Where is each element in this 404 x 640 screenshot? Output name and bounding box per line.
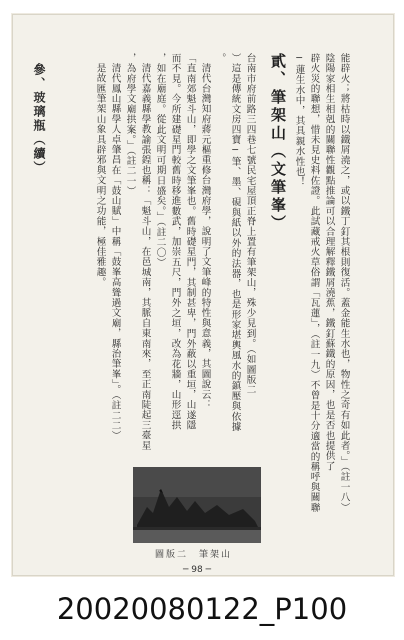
brush-rest-photo (133, 467, 261, 543)
running-head: 參、玻璃瓶（續） (32, 63, 46, 175)
text-column-8: 清代台灣知府蔣元樞重修台灣府學，說明了文筆峰的特性與意義，其圖說云： (199, 63, 211, 410)
text-column-11: ，如在廟庭。從此文明可期日盛矣。」（註二〇） (154, 53, 166, 268)
page-number: ─ 98 ─ (183, 565, 212, 575)
text-column-13: ，為府學文廟拱案。」（註二一） (124, 53, 136, 197)
text-column-9: 「直南郊魁斗山，即學之文筆峯也。舊時礎星門，其制甚卑，門外蔽以重垣，山遂隱 (184, 53, 196, 431)
text-column-4: ─蓮生水中，其具親水性也！ (293, 53, 305, 187)
figure-caption: 圖版二 筆架山 (155, 550, 233, 560)
text-column-7: 。 (214, 53, 226, 64)
text-column-14: 清代鳳山縣學人卓肇昌在「鼓山賦」中稱「鼓峯高聳過文廟，縣治筆峯」。（註二二） (109, 63, 121, 441)
text-column-6: ）這是傳統文房四寶─筆、墨、硯與紙以外的法器，也是形家堪輿風水的鎮壓與依據 (229, 53, 241, 432)
scanned-page (12, 14, 394, 576)
archive-image-tag: 20020080122_P100 (56, 592, 348, 626)
text-column-10: 而不見。今所建礎星門較舊時移進數武，加崇五尺，門外之垣，改為花牆，山形逕拱 (169, 53, 181, 431)
figure-photo (133, 467, 261, 543)
text-column-12: 清代嘉義縣學教諭張鍠也稱：「魁斗山，在邑城南，其脈自東南來，至正南陡起三臺星 (139, 63, 151, 451)
text-column-3: 辟火災的聯想，惜未見史料佐證。此試藏戒火草俗謂「瓦蓮」，（註一九）不曾是十分適當的稱呼與關聯 (308, 53, 320, 513)
text-column-2: 陰陽家相生相剋的關聯性觀點推論可以合理解釋鐵屑澆蕉，鐵釘蘇鐵的原因，也是否也提供了 (323, 53, 335, 472)
text-column-15: 是故匯筆架山象具辟邪與文明之功能，極佳雅趣。 (94, 63, 106, 288)
section-heading: 貳、筆架山（文筆峯） (269, 53, 287, 233)
text-column-1: 能辟火；將枯時以鐵屑澆之，或以鐵丁釘其根則復活。蓋金能生水也，物性之奇有如此者。」（註一八） (338, 53, 350, 513)
text-column-5: 台南市府前路三四巷七號民宅屋頂正脊上置有筆架山，殊少見到。（如圖版二 (244, 53, 256, 395)
